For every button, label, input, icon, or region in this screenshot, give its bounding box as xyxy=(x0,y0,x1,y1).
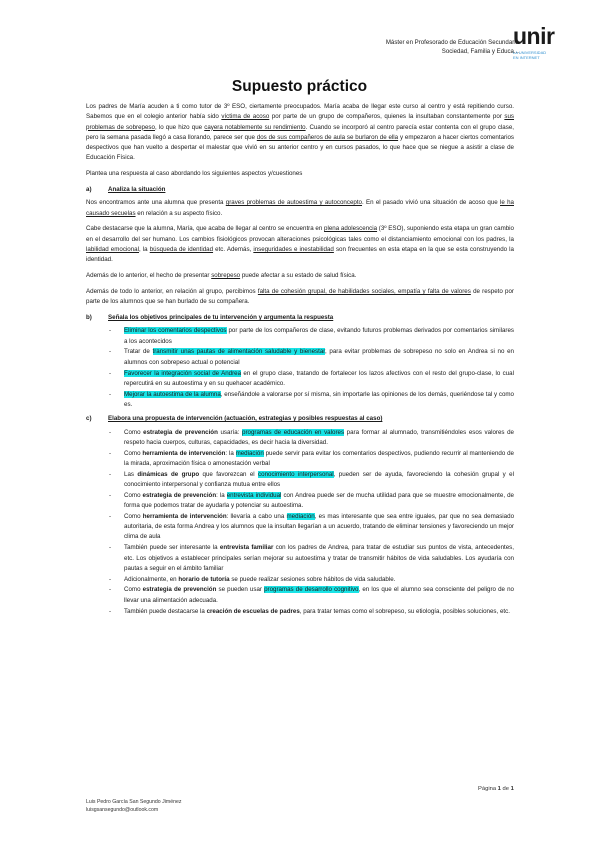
text-run: , la xyxy=(139,246,150,254)
text-run: , en los que el alumno sea consciente del peligro de no llevar una alimentación adecuada. xyxy=(124,586,514,604)
text-run: , es mas interesante que sea entre iguales, par que no sea demasiado autoritaria, de esta forma Andrea y los alumnos que la insultan llegarían a un acuerdo, tratando de eliminar tensiones y favoreciendo un mejor clima de aula xyxy=(124,512,515,541)
text-run: Cabe destacarse que la alumna, María, que acaba de llegar al centro se encuentra en xyxy=(86,225,325,233)
list-item xyxy=(124,585,514,606)
proposal-list xyxy=(86,428,514,617)
document-body xyxy=(86,102,514,621)
bold-text: herramienta de intervención xyxy=(142,449,226,457)
prompt-paragraph: Plantea una respuesta al caso abordando los siguientes aspectos y/cuestiones xyxy=(86,170,303,178)
text-run: usaría: xyxy=(217,428,243,436)
bold-text: horario de tutoría xyxy=(178,575,230,583)
text-run: : la xyxy=(225,449,236,457)
text-run: por parte de los compañeros de clase, evitando futuros problemas derivados por comentarios similares a los acontecidos xyxy=(124,327,514,345)
text-run: etc. Además, xyxy=(213,246,254,254)
underlined-text: falta de cohesión grupal, de habilidades sociales, empatía y falta de valores xyxy=(257,287,471,295)
logo-tagline-2: EN INTERNET xyxy=(513,55,540,60)
underlined-text: graves problemas de autoestima y autoconcepto xyxy=(225,199,363,207)
text-run: . Cuando se incorporó al centro parecía estar contenta con el grupo clase, pero la semana pasada llegó a casa llorando, parece ser que xyxy=(86,123,515,141)
text-run: Como xyxy=(124,491,143,499)
section-a-paragraph-4 xyxy=(86,287,514,308)
section-title: Elabora una propuesta de intervención (actuación, estrategias y posibles respuestas al caso) xyxy=(108,415,383,423)
underlined-text: cayera notablemente su rendimiento xyxy=(204,123,306,131)
text-run: Como xyxy=(124,586,143,594)
logo-tagline xyxy=(513,50,583,60)
text-run: para formar al alumnado, transmitiéndoles esos valores de respeto hacia cuerpos, culturas, capacidades, es decir hacia la diversidad. xyxy=(124,428,514,446)
highlighted-text: mediación xyxy=(235,449,264,457)
list-item xyxy=(124,326,514,347)
list-item xyxy=(124,543,514,574)
highlighted-text: programas de desarrollo cognitivo xyxy=(264,586,359,594)
current-page: 1 xyxy=(497,786,501,792)
text-run: Nos encontramos ante una alumna que presenta xyxy=(86,199,226,207)
total-pages: 1 xyxy=(510,786,514,792)
text-run: Además de lo anterior, el hecho de presentar xyxy=(86,272,212,280)
text-run: Tratar de xyxy=(124,348,153,356)
unir-logo xyxy=(513,25,583,73)
logo-tagline-1: LA UNIVERSIDAD xyxy=(513,50,547,55)
underlined-text: búsqueda de identidad xyxy=(149,246,214,254)
text-run: por parte de un grupo de compañeros, quienes la insultaban constantemente por xyxy=(269,113,505,121)
page-number xyxy=(478,786,514,792)
text-run: Como xyxy=(124,449,143,457)
text-run: Además de todo lo anterior, en relación al grupo, percibimos xyxy=(86,287,258,295)
bold-text: entrevista familiar xyxy=(219,544,274,552)
list-item xyxy=(124,491,514,512)
underlined-text: inseguridades e inestabilidad xyxy=(253,246,334,254)
page-header xyxy=(386,39,519,56)
highlighted-text: mediación xyxy=(286,512,315,520)
bold-text: herramienta de intervención xyxy=(142,512,227,520)
list-item xyxy=(124,369,514,390)
text-run: de respeto por parte de los alumnos que se han burlado de su compañera. xyxy=(86,287,514,306)
objectives-list xyxy=(86,326,514,410)
highlighted-text: entrevista individual xyxy=(226,491,282,499)
text-run: , pueden ser de ayuda, favoreciendo la cohesión grupal y el conocimiento interpersonal y confianza mutua entre ellos xyxy=(124,470,514,488)
author-name: Luis Pedro García San Segundo Jiménez xyxy=(86,799,182,805)
section-a-heading xyxy=(86,185,514,195)
underlined-text: plena adolescencia xyxy=(324,225,378,233)
section-a-paragraph-2 xyxy=(86,224,514,265)
section-b-heading xyxy=(86,313,514,323)
text-run: se puede realizar sesiones sobre hábitos de vida saludable. xyxy=(229,575,396,583)
highlighted-text: Mejorar la autoestima de la alumna xyxy=(124,390,221,398)
underlined-text: labilidad emocional xyxy=(86,246,139,254)
list-item xyxy=(124,512,514,543)
highlighted-text: programas de educación en valores xyxy=(242,428,345,436)
list-item xyxy=(124,347,514,368)
section-title: Señala los objetivos principales de tu intervención y argumenta la respuesta xyxy=(108,314,334,322)
underlined-text: víctima de acoso xyxy=(221,113,270,121)
underlined-text: dos de sus compañeros de aula se burlaron de ella xyxy=(256,133,399,141)
bold-text: creación de escuelas de padres xyxy=(206,607,300,615)
underlined-text: sus problemas de sobrepeso xyxy=(86,113,514,131)
highlighted-text: conocimiento interpersonal xyxy=(258,470,334,478)
bold-text: estrategia de prevención xyxy=(143,428,218,436)
section-letter: a) xyxy=(86,186,92,194)
document-title: Supuesto práctico xyxy=(231,78,368,95)
text-run: puede afectar a su estado de salud física. xyxy=(240,272,357,280)
text-run: (3º ESO), suponiendo esta etapa un gran cambio en el desarrollo del ser humano. Los cambios fisiológicos provocan alteraciones psicológicas tales como el distanciamiento emocional con los padres, la xyxy=(86,225,515,243)
text-run: , enseñándole a valorarse por sí misma, sin importarle las opiniones de los demás, queriéndose tal y como es. xyxy=(124,390,514,408)
text-run: en relación a su aspecto físico. xyxy=(135,209,223,217)
bold-text: dinámicas de grupo xyxy=(137,470,200,478)
logo-wordmark: unir xyxy=(513,23,555,49)
page-footer xyxy=(86,798,181,814)
bold-text: estrategia de prevención xyxy=(142,586,217,594)
section-c-heading xyxy=(86,414,514,424)
list-item xyxy=(124,607,514,617)
text-run: Como xyxy=(124,428,144,436)
highlighted-text: Eliminar los comentarios despectivos xyxy=(124,327,227,335)
bold-text: estrategia de prevención xyxy=(142,491,217,499)
list-item xyxy=(124,428,514,449)
section-a-paragraph-3 xyxy=(86,271,514,281)
text-run: . En el pasado vivió una situación de acoso que xyxy=(362,199,501,207)
text-run: que favorezcan el xyxy=(199,470,259,478)
text-run: : la xyxy=(216,491,227,499)
text-run: Página xyxy=(478,786,498,792)
text-run: También puede ser interesante la xyxy=(124,544,220,552)
text-run: Las xyxy=(124,470,138,478)
list-item xyxy=(124,449,514,470)
section-letter: b) xyxy=(86,314,92,322)
highlighted-text: transmitir unas pautas de alimentación saludable y bienestar xyxy=(152,348,326,356)
text-run: puede servir para evitar los comentarios despectivos, pudiendo recurrir al manteniendo de la mirada, aproximación física o amonestación verbal xyxy=(124,449,514,467)
underlined-text: le ha causado secuelas xyxy=(86,199,514,217)
list-item xyxy=(124,390,514,411)
text-run: , lo que hizo que xyxy=(154,123,205,131)
text-run: También puede destacarse la xyxy=(124,607,207,615)
text-run: en el grupo clase, tratando de fortalecer los lazos afectivos con el resto del grupo-clase, lo cual repercutirá en su autoestima y en su quehacer académico. xyxy=(124,369,514,387)
list-item xyxy=(124,575,514,585)
author-email: luisgsansegundo@outlook.com xyxy=(86,807,159,813)
text-run: Como xyxy=(124,512,143,520)
section-a-paragraph-1 xyxy=(86,198,514,219)
text-run: , para tratar temas como el sobrepeso, su etiología, posibles soluciones, etc. xyxy=(299,607,510,615)
text-run: de xyxy=(500,786,511,792)
underlined-text: sobrepeso xyxy=(211,272,241,280)
text-run: , para evitar problemas de sobrepeso no solo en Andrea si no en alumnos con sobrepeso actual o potencial xyxy=(124,348,514,366)
section-title: Analiza la situación xyxy=(108,186,166,194)
text-run: : llevaría a cabo una xyxy=(226,512,287,520)
text-run: con Andrea puede ser de mucha utilidad para que se muestre emocionalmente, de forma que podemos tratar de ayudarla y potenciar su autoestima. xyxy=(124,491,514,510)
header-line-2: Sociedad, Familia y Educa... xyxy=(441,47,519,55)
list-item xyxy=(124,470,514,491)
text-run: Adicionalmente, en xyxy=(124,575,179,583)
section-letter: c) xyxy=(86,415,92,423)
text-run: con los padres de Andrea, para tratar de estudiar sus puntos de vista, antecedentes, etc. Los objetivos a establecer principales serían mejorar su autoestima y tratar de transmitir hábitos de vida saludables. Los ayudaría con pautas a seguir en el ámbito familiar xyxy=(124,544,514,572)
intro-paragraph xyxy=(86,102,514,164)
text-run: Los padres de María acuden a ti como tutor de 3º ESO, ciertamente preocupados. María acaba de llegar este curso al centro y está repitiendo curso. Sabemos que en el colegio anterior había sido xyxy=(86,103,514,121)
highlighted-text: Favorecer la integración social de Andrea xyxy=(124,369,242,377)
text-run: y empezaron a hacer ciertos comentarios despectivos que han vuelto a despertar el malestar que vivió en su anterior centro y en cursos pasados, lo que hace que se niegue a asistir a clase de Educación Física. xyxy=(86,133,514,162)
text-run: son frecuentes en esta etapa en la que se esta construyendo la identidad. xyxy=(86,246,514,264)
text-run: se pueden usar xyxy=(216,586,265,594)
header-line-1: Máster en Profesorado de Educación Secundaria xyxy=(385,39,519,46)
